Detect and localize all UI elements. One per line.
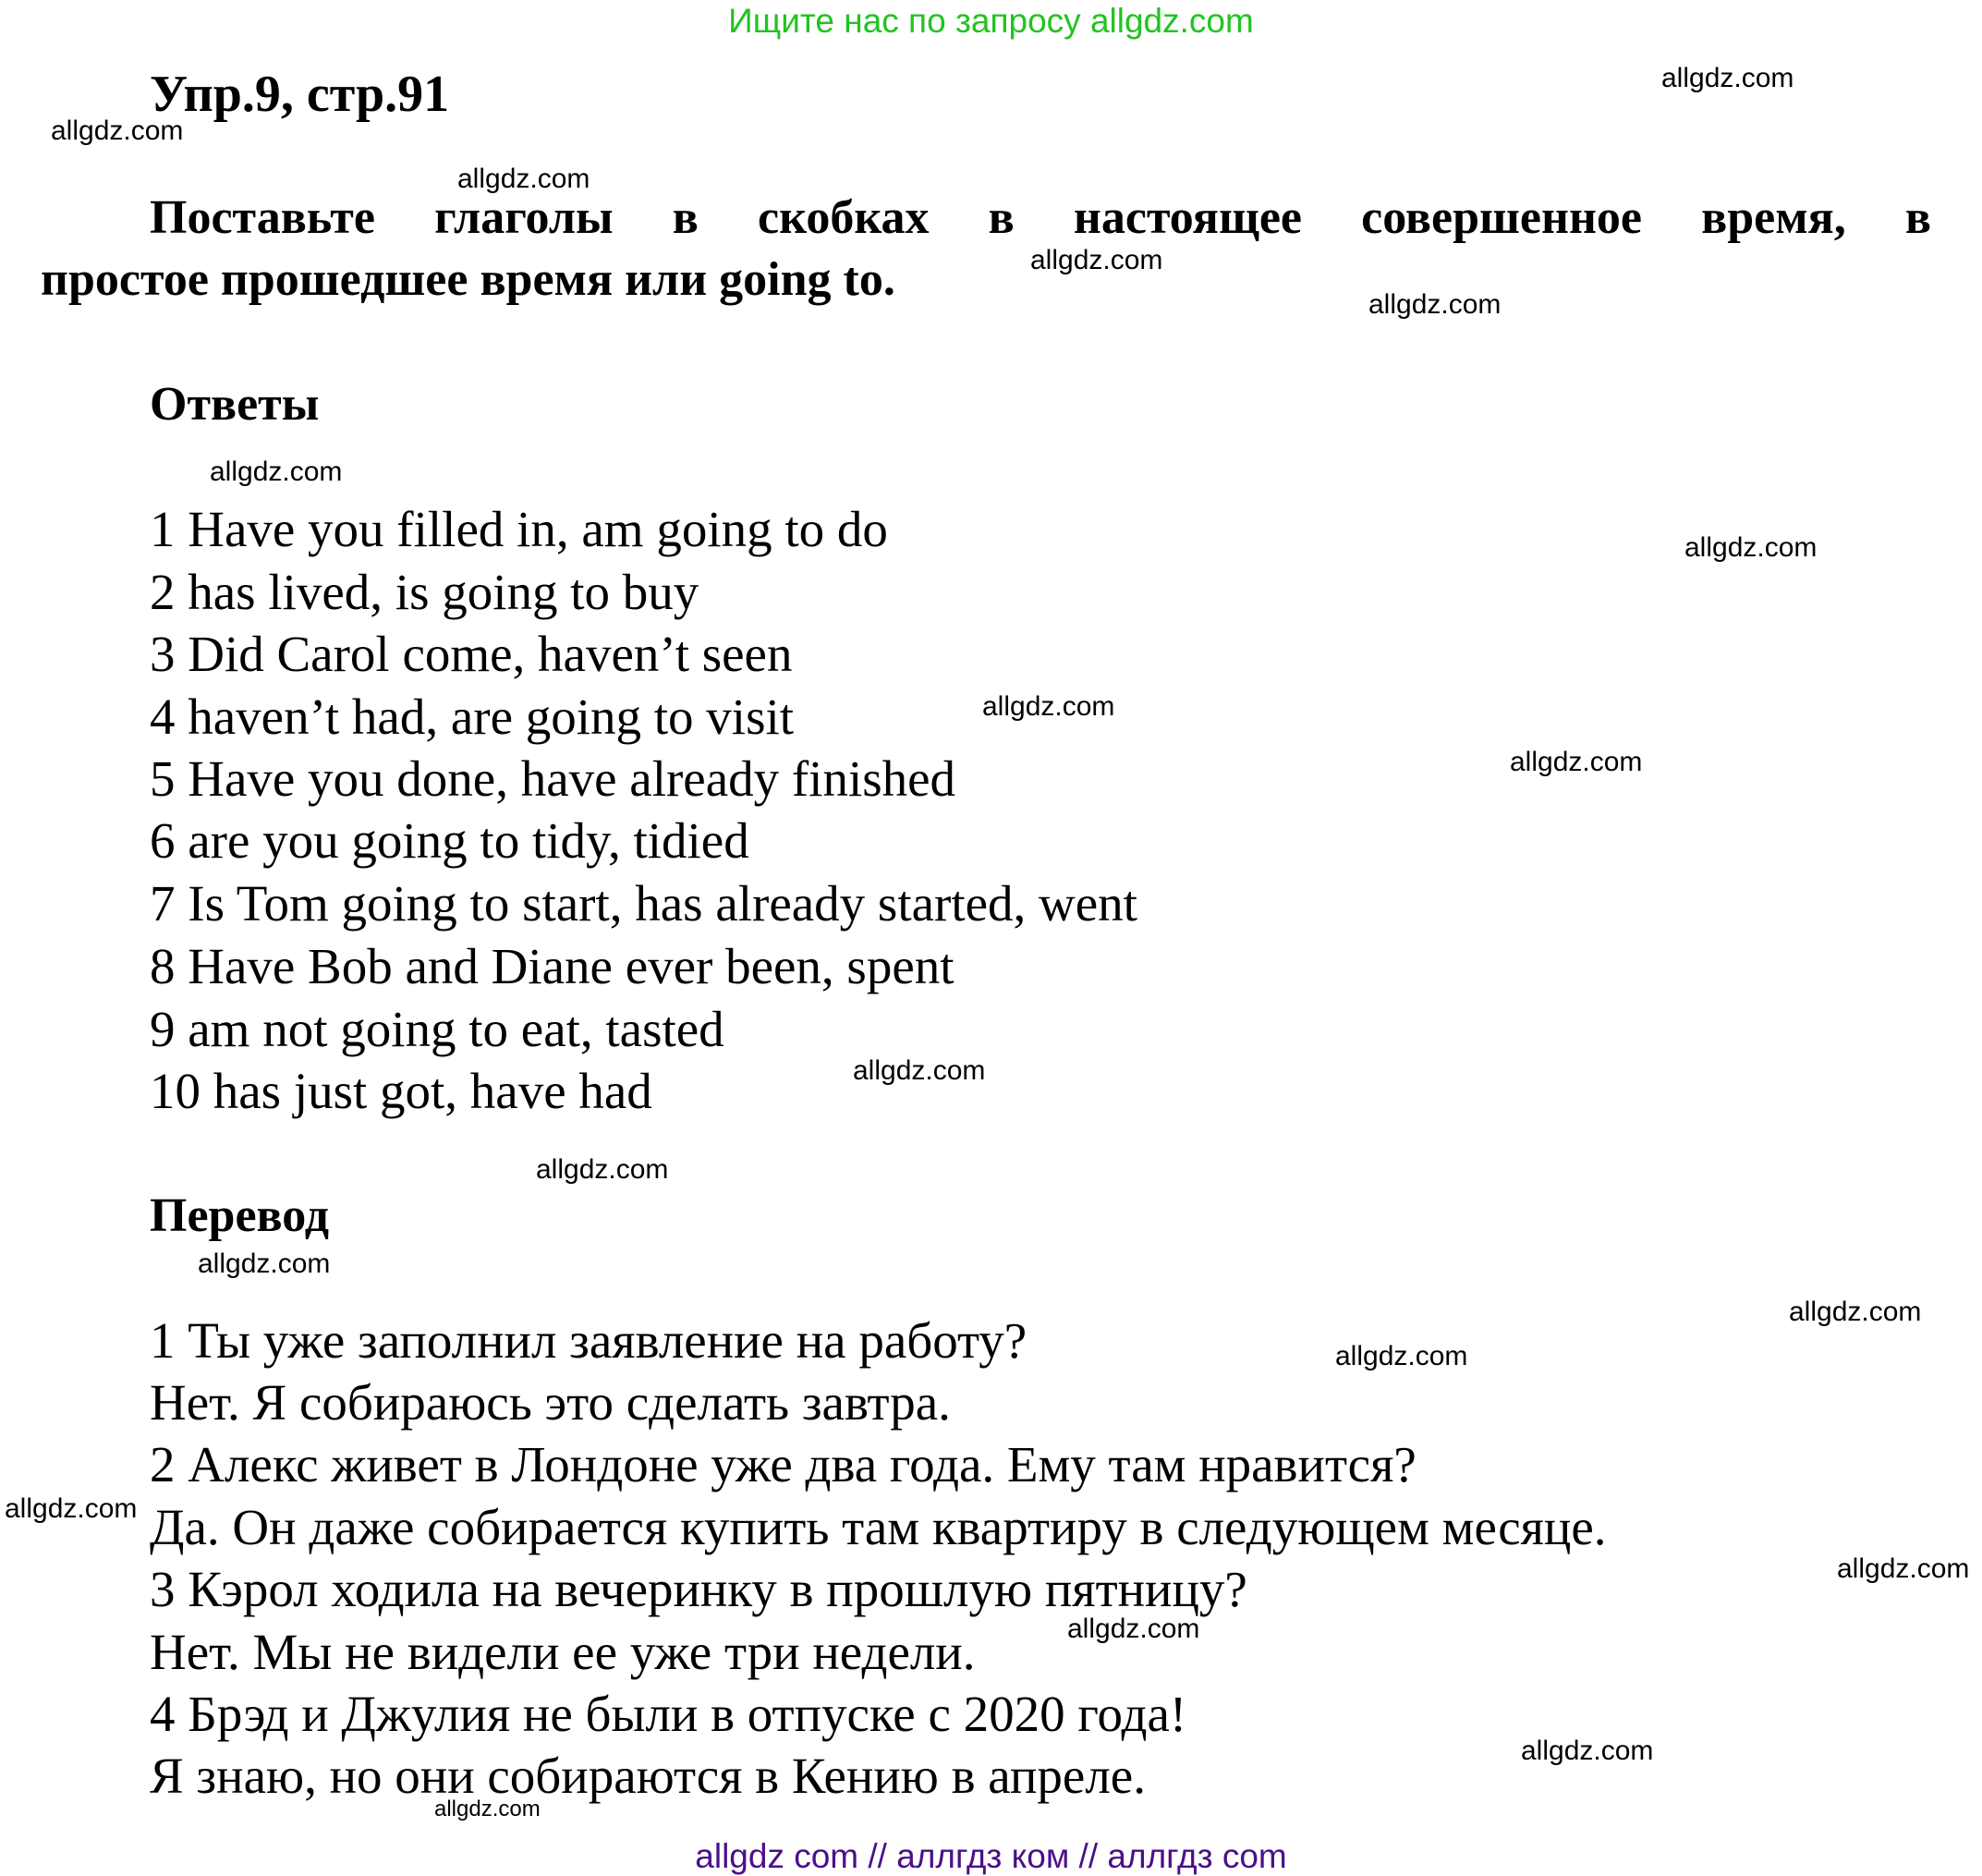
translation-line: Нет. Я собираюсь это сделать завтра. (150, 1374, 951, 1431)
answer-item: 10 has just got, have had (150, 1063, 652, 1119)
top-banner-link[interactable]: Ищите нас по запросу allgdz.com (728, 2, 1254, 40)
translation-line: 2 Алекс живет в Лондоне уже два года. Ему там нравится? (150, 1436, 1417, 1492)
translation-heading: Перевод (150, 1189, 330, 1242)
watermark: allgdz.com (1837, 1553, 1970, 1584)
watermark: allgdz.com (1067, 1614, 1200, 1644)
watermark: allgdz.com (1684, 532, 1818, 563)
translation-line: 3 Кэрол ходила на вечеринку в прошлую пятницу? (150, 1561, 1247, 1617)
answer-item: 9 am not going to eat, tasted (150, 1001, 724, 1057)
watermark: allgdz.com (434, 1797, 541, 1821)
watermark: allgdz.com (853, 1055, 986, 1086)
watermark: allgdz.com (1030, 245, 1163, 275)
answer-item: 8 Have Bob and Diane ever been, spent (150, 938, 955, 994)
answer-item: 4 haven’t had, are going to visit (150, 688, 795, 745)
watermark: allgdz.com (982, 691, 1115, 722)
watermark: allgdz.com (1368, 289, 1502, 320)
watermark: allgdz.com (1510, 747, 1643, 777)
watermark: allgdz.com (1335, 1341, 1468, 1371)
watermark: allgdz.com (1661, 63, 1794, 93)
watermark: allgdz.com (536, 1154, 669, 1185)
translation-line: 1 Ты уже заполнил заявление на работу? (150, 1312, 1027, 1369)
watermark: allgdz.com (51, 116, 184, 146)
answer-item: 2 has lived, is going to buy (150, 564, 699, 620)
page-title: Упр.9, стр.91 (150, 66, 450, 123)
watermark: allgdz.com (457, 164, 590, 194)
watermark: allgdz.com (5, 1493, 138, 1524)
translation-line: Нет. Мы не видели ее уже три недели. (150, 1624, 976, 1680)
watermark: allgdz.com (210, 457, 343, 487)
answers-heading: Ответы (150, 378, 320, 431)
answer-item: 5 Have you done, have already finished (150, 750, 956, 807)
answer-item: 7 Is Tom going to start, has already started, went (150, 875, 1137, 932)
translation-line: Да. Он даже собирается купить там квартиру в следующем месяце. (150, 1499, 1607, 1555)
watermark: allgdz.com (1789, 1297, 1922, 1327)
answer-item: 6 are you going to tidy, tidied (150, 812, 749, 869)
translation-line: 4 Брэд и Джулия не были в отпуске с 2020 года! (150, 1686, 1187, 1742)
watermark: allgdz.com (1521, 1736, 1654, 1766)
answer-item: 1 Have you filled in, am going to do (150, 501, 888, 557)
instruction-line-2: простое прошедшее время или going to. (41, 253, 895, 306)
watermark: allgdz.com (198, 1249, 331, 1279)
answer-item: 3 Did Carol come, haven’t seen (150, 626, 793, 682)
instruction-line-1: Поставьте глаголы в скобках в настоящее совершенное время, в (150, 191, 1931, 244)
translation-line: Я знаю, но они собираются в Кению в апреле. (150, 1748, 1146, 1804)
bottom-banner-link[interactable]: allgdz com // аллгдз ком // аллгдз com (695, 1837, 1287, 1875)
